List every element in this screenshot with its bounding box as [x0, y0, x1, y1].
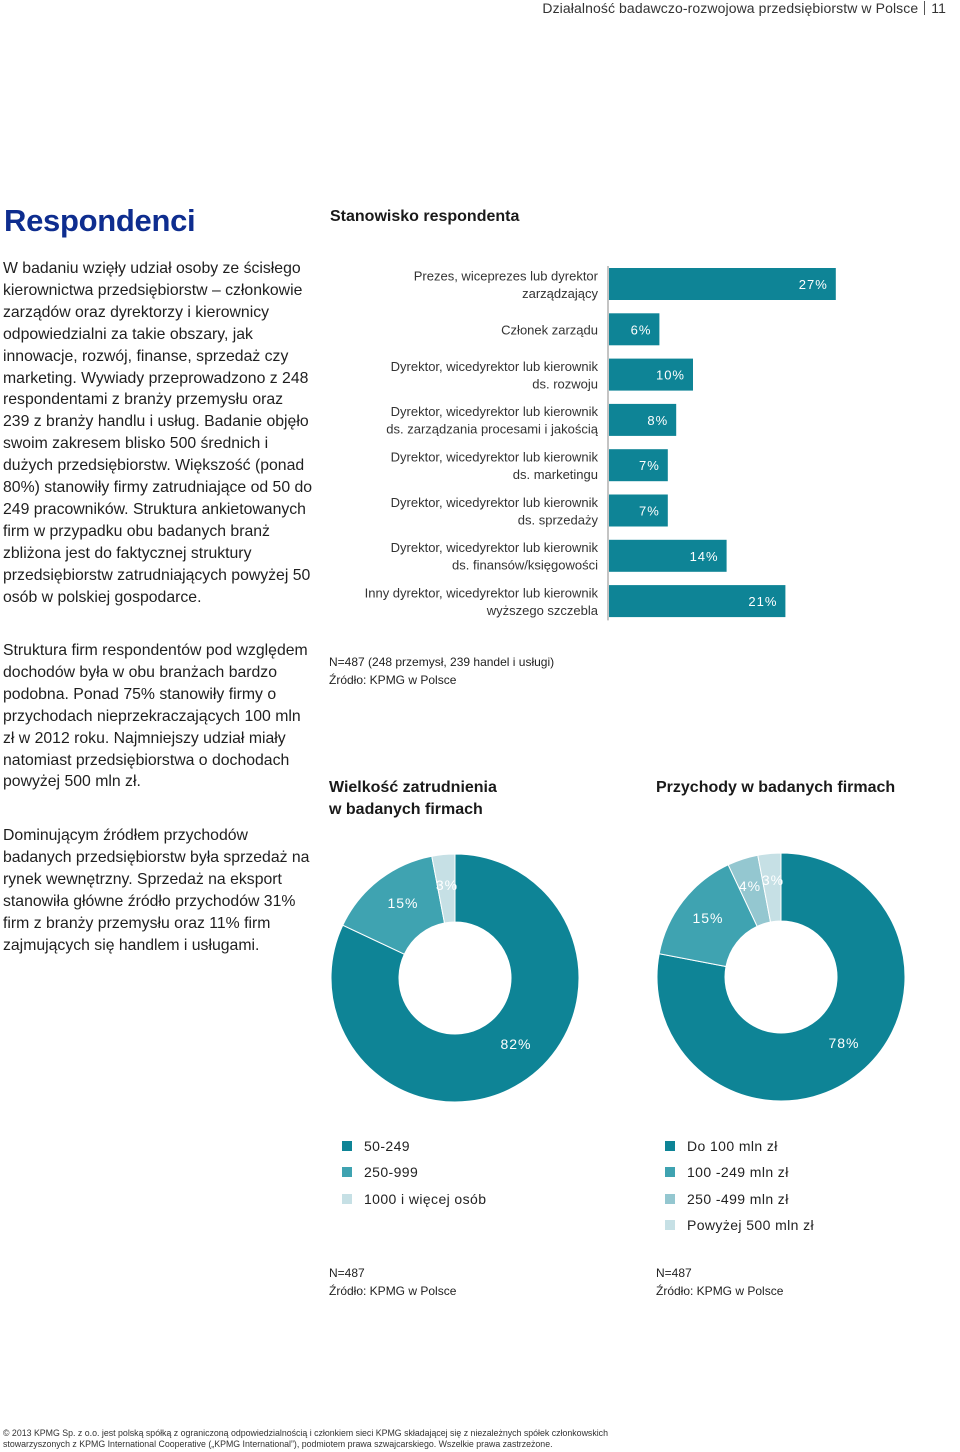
donut-value-label: 82%: [500, 1036, 532, 1052]
bar-category-label: zarządzający: [522, 285, 598, 301]
employment-chart-title-line1: Wielkość zatrudnienia: [329, 779, 497, 796]
donut-value-label: 78%: [828, 1035, 860, 1051]
bar-category-label: ds. rozwoju: [532, 376, 598, 392]
donut-value-label: 15%: [692, 910, 724, 926]
legend-item: [342, 1159, 486, 1185]
legend-swatch: [342, 1141, 352, 1151]
bar-category-label: Dyrektor, wicedyrektor lub kierownik: [390, 540, 598, 556]
legend-swatch: [665, 1220, 675, 1230]
bar-category-label: Prezes, wiceprezes lub dyrektor: [413, 268, 598, 284]
bar-value-label: 8%: [647, 412, 669, 428]
bar-value-label: 14%: [689, 548, 719, 564]
revenue-chart-title-line1: Przychody w badanych firmach: [656, 779, 896, 796]
bar-category-label: Dyrektor, wicedyrektor lub kierownik: [390, 404, 598, 420]
employment-chart-notes: [329, 1264, 456, 1300]
revenue-legend: [665, 1133, 814, 1238]
donut-value-label: 4%: [738, 878, 762, 894]
legend-item: [665, 1212, 814, 1238]
legend-label: Powyżej 500 mln zł: [687, 1216, 815, 1233]
bar-value-label: 7%: [639, 458, 660, 474]
footer-line1: © 2013 KPMG Sp. z o.o. jest polską spółką z ograniczoną odpowiedzialnością i członkiem sieci KPMG składającej się z niezależnych spółek członkowskich: [3, 1428, 608, 1438]
revenue-sample-note: N=487: [656, 1266, 692, 1280]
legend-item: [342, 1186, 486, 1212]
employment-sample-note: N=487: [329, 1266, 365, 1280]
employment-chart-title: [329, 777, 497, 821]
bar-category-label: Dyrektor, wicedyrektor lub kierownik: [390, 358, 598, 374]
employment-chart-title-line2: w badanych firmach: [329, 801, 483, 818]
bar-category-label: Inny dyrektor, wicedyrektor lub kierownik: [364, 585, 598, 601]
legend-label: 100 -249 mln zł: [687, 1164, 789, 1181]
legend-label: 1000 i więcej osób: [364, 1190, 487, 1207]
bar-chart-notes: [329, 653, 554, 689]
legend-swatch: [665, 1141, 675, 1151]
employment-donut-chart: [330, 853, 580, 1103]
legend-swatch: [665, 1167, 675, 1177]
paragraph-revenue-structure: Struktura firm respondentów pod względem dochodów była w obu branżach bardzo podobna. Ponad 75% stanowiły firmy o przychodach nieprzekraczających 100 mln zł w 2012 roku. Najmniejszy udział miały natomiast przedsiębiorstwa o dochodach powyżej 500 mln zł.: [3, 642, 308, 791]
revenue-source-note: Źródło: KPMG w Polsce: [656, 1284, 784, 1298]
paragraph-revenue-sources: Dominującym źródłem przychodów badanych przedsiębiorstw była sprzedaż na rynek wewnętrzny. Sprzedaż na eksport stanowiła główne źródło przychodów 31% firm z branży przemysłu oraz 11% firm zajmujących się handlem i usługami.: [3, 827, 310, 954]
page-footer: [3, 1428, 943, 1450]
bar-chart-title: Stanowisko respondenta: [330, 208, 520, 225]
revenue-chart-notes: [656, 1264, 783, 1300]
bar-value-label: 6%: [630, 322, 652, 338]
donut-value-label: 3%: [435, 877, 459, 893]
footer-line2: stowarzyszonych z KPMG International Cooperative („KPMG International”), podmiotem prawa szwajcarskiego. Wszelkie prawa zastrzeżone.: [3, 1439, 553, 1449]
legend-swatch: [342, 1194, 352, 1204]
bar-category-label: Członek zarządu: [501, 322, 598, 338]
employment-source-note: Źródło: KPMG w Polsce: [329, 1284, 457, 1298]
legend-label: 250 -499 mln zł: [687, 1190, 789, 1207]
bar-category-label: ds. zarządzania procesami i jakością: [386, 421, 598, 437]
bar-category-label: Dyrektor, wicedyrektor lub kierownik: [390, 494, 598, 510]
legend-label: 250-999: [364, 1164, 419, 1181]
paragraph-respondents: W badaniu wzięły udział osoby ze ścisłego kierownictwa przedsiębiorstw – członkowie zarządów oraz dyrektorzy i kierownicy odpowiedzialni za takie obszary, jak innowacje, rozwój, finanse, sprzedaż czy marketing. Wywiady przeprowadzono z 248 respondentami z branży przemysłu oraz 239 z branży handlu i usług. Badanie objęło swoim zakresem blisko 500 średnich i dużych przedsiębiorstw. Większość (ponad 80%) stanowiły firmy zatrudniające od 50 do 249 pracowników. Struktura ankietowanych firm w przypadku obu badanych branż zbliżona jest do faktycznej struktury przedsiębiorstw zatrudniających powyżej 50 osób w polskiej gospodarce.: [3, 260, 313, 606]
bar-value-label: 7%: [639, 503, 660, 519]
legend-item: [665, 1159, 814, 1185]
donut-value-label: 15%: [387, 895, 419, 911]
bar-value-label: 21%: [748, 594, 778, 610]
legend-label: Do 100 mln zł: [687, 1138, 778, 1154]
page-number: 11: [931, 0, 946, 16]
page-header: [542, 0, 946, 16]
legend-item: [665, 1186, 814, 1212]
bar-category-label: ds. marketingu: [512, 466, 598, 482]
bar-category-label: ds. sprzedaży: [517, 512, 598, 528]
revenue-chart-title: [656, 777, 895, 799]
header-separator: [924, 1, 925, 15]
bar-value-label: 27%: [798, 277, 828, 292]
employment-legend: [342, 1133, 486, 1212]
header-title: Działalność badawczo-rozwojowa przedsiębiorstw w Polsce: [542, 0, 919, 16]
bar-category-label: ds. finansów/księgowości: [452, 557, 598, 573]
legend-item: [342, 1133, 486, 1159]
bar-chart-source-note: Źródło: KPMG w Polsce: [329, 673, 457, 687]
bar-value-label: 10%: [655, 367, 685, 383]
donut-value-label: 3%: [761, 872, 785, 888]
legend-item: [665, 1133, 814, 1159]
legend-label: 50-249: [364, 1138, 410, 1154]
revenue-donut-chart: [656, 852, 906, 1102]
legend-swatch: [342, 1167, 352, 1177]
bar-category-label: wyższego szczebla: [486, 602, 598, 618]
respondent-position-bar-chart: [328, 260, 888, 622]
section-title: Respondenci: [4, 203, 196, 238]
bar-chart-sample-note: N=487 (248 przemysł, 239 handel i usługi): [329, 655, 555, 669]
legend-swatch: [665, 1194, 675, 1204]
bar-category-label: Dyrektor, wicedyrektor lub kierownik: [390, 449, 598, 465]
